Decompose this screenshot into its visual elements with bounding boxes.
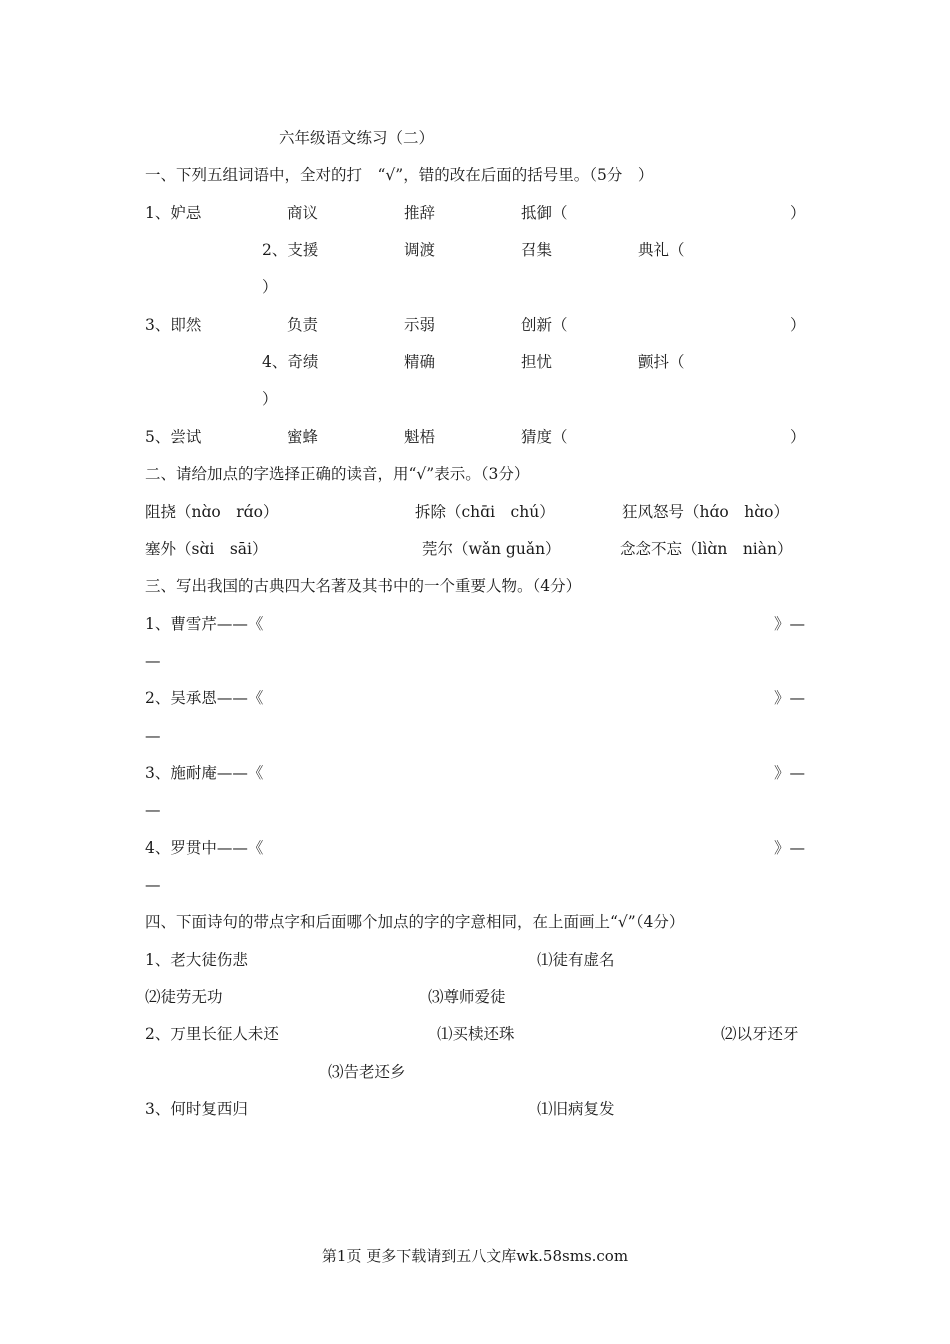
s1-row1-word2: 推辞 bbox=[404, 204, 436, 222]
s3-row4-wrap: — bbox=[145, 876, 161, 894]
s4-q1-option2: ⑵徒劳无功 bbox=[145, 988, 223, 1006]
page-footer: 第1页 更多下载请到五八文库wk.58sms.com bbox=[321, 1247, 629, 1265]
s3-row3-label: 3、施耐庵——《 bbox=[145, 764, 264, 782]
s3-row3-wrap: — bbox=[145, 801, 161, 819]
s4-q2: 2、万里长征人未还 bbox=[145, 1025, 279, 1043]
s1-row2-word2: 召集 bbox=[521, 241, 553, 259]
s4-q1: 1、老大徒伤悲 bbox=[145, 951, 248, 969]
s1-row3-word1: 负责 bbox=[287, 316, 319, 334]
section2-heading: 二、请给加点的字选择正确的读音，用“√”表示。（3分） bbox=[145, 465, 530, 483]
s1-row1-close: ） bbox=[790, 204, 806, 222]
s3-row2-label: 2、吴承恩——《 bbox=[145, 689, 264, 707]
s1-row3-word3: 创新（ bbox=[521, 316, 568, 334]
s2-item3: 狂风怒号（hɑ́o hɑ̀o） bbox=[622, 503, 789, 521]
s1-row3-word2: 示弱 bbox=[404, 316, 436, 334]
s1-row5-word2: 魁梧 bbox=[404, 428, 436, 446]
s1-row4-close: ） bbox=[262, 390, 278, 408]
s1-row1-word1: 商议 bbox=[287, 204, 319, 222]
s2-item2: 拆除（chɑ̄i chú） bbox=[415, 503, 555, 521]
s1-row5-close: ） bbox=[790, 428, 806, 446]
s4-q3-option1: ⑴旧病复发 bbox=[537, 1100, 615, 1118]
s1-row5-label: 5、尝试 bbox=[145, 428, 202, 446]
s4-q1-option3: ⑶尊师爱徒 bbox=[428, 988, 506, 1006]
s2-item6: 念念不忘（lìɑ̀n niàn） bbox=[620, 540, 793, 558]
s1-row4-word3: 颤抖（ bbox=[638, 353, 685, 371]
s2-item5: 莞尔（wǎn guǎn） bbox=[422, 540, 561, 558]
s4-q2-option3: ⑶告老还乡 bbox=[328, 1063, 406, 1081]
s2-item4: 塞外（sɑ̀i sāi） bbox=[145, 540, 268, 558]
s1-row4-label: 4、奇绩 bbox=[262, 353, 319, 371]
s1-row4-word2: 担忧 bbox=[521, 353, 553, 371]
s1-row1-label: 1、妒忌 bbox=[145, 204, 202, 222]
s1-row1-word3: 抵御（ bbox=[521, 204, 568, 222]
s1-row4-word1: 精确 bbox=[404, 353, 436, 371]
s1-row3-close: ） bbox=[790, 316, 806, 334]
s4-q3: 3、何时复西归 bbox=[145, 1100, 248, 1118]
s3-row2-wrap: — bbox=[145, 727, 161, 745]
s1-row2-close: ） bbox=[262, 278, 278, 296]
s3-row1-end: 》— bbox=[774, 615, 806, 633]
section4-heading: 四、下面诗句的带点字和后面哪个加点的字的字意相同，在上面画上“√”（4分） bbox=[145, 913, 685, 931]
s3-row1-wrap: — bbox=[145, 652, 161, 670]
section1-heading: 一、下列五组词语中，全对的打 “√”，错的改在后面的括号里。（5分 ） bbox=[145, 166, 654, 184]
s1-row2-label: 2、支援 bbox=[262, 241, 319, 259]
s3-row2-end: 》— bbox=[774, 689, 806, 707]
s3-row4-label: 4、罗贯中——《 bbox=[145, 839, 264, 857]
s4-q2-option1: ⑴买椟还珠 bbox=[437, 1025, 515, 1043]
s1-row2-word3: 典礼（ bbox=[638, 241, 685, 259]
s1-row5-word1: 蜜蜂 bbox=[287, 428, 319, 446]
s1-row2-word1: 调渡 bbox=[404, 241, 436, 259]
s4-q1-option1: ⑴徒有虚名 bbox=[537, 951, 615, 969]
s4-q2-option2: ⑵以牙还牙 bbox=[721, 1025, 799, 1043]
s3-row1-label: 1、曹雪芹——《 bbox=[145, 615, 264, 633]
s3-row3-end: 》— bbox=[774, 764, 806, 782]
section3-heading: 三、写出我国的古典四大名著及其书中的一个重要人物。（4分） bbox=[145, 577, 582, 595]
s1-row5-word3: 猜度（ bbox=[521, 428, 568, 446]
page-title: 六年级语文练习（二） bbox=[279, 129, 435, 147]
s3-row4-end: 》— bbox=[774, 839, 806, 857]
s2-item1: 阻挠（nɑ̀o rɑ́o） bbox=[145, 503, 279, 521]
s1-row3-label: 3、即然 bbox=[145, 316, 202, 334]
